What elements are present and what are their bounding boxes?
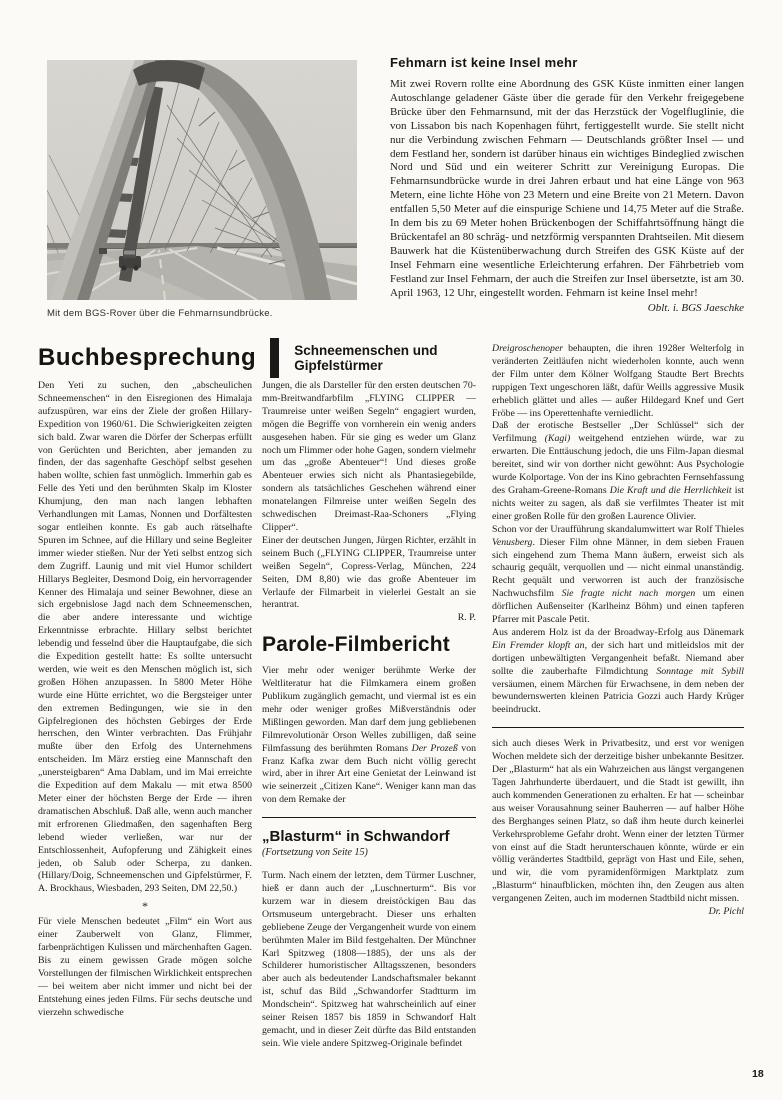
asterisk-separator: * — [142, 899, 148, 914]
book-review-paragraph: Den Yeti zu suchen, den „abscheulichen Schneemenschen“ in den Eisregionen des Himalaja aufzuspüren, war eins der Ziele der großen Hillary-Expedition von 1960/61. Die Schwierigkeiten zeigten sich bald. Zwar waren die Dörfer der Scherpas erfüllt von Gerüchten und Berichten, aber jemanden zu finden, der das sagenhafte Geschöpf selbst gesehen haben wollte, schien fast unmöglich. Immerhin gab es Felle des Yeti und den berühmten Skalp im Kloster Khumjung, den man nach langen lebhaften Verhandlungen mit Lamas, Nonnen und Dorfältesten sogar entleihen konnte. Es gab auch rätselhafte Spuren im Schnee, auf die Hillary und seine Begleiter immer wieder stießen. Nur der Yeti selbst entzog sich dem Zugriff. Launig und mit viel Humor schildert Hillarys Begleiter, Desmond Doig, ein hervorragender Kenner des Himalaja und seiner Bewohner, diese an sich ergebnislose Jagd nach dem Schneemenschen, die aber andere interessante und wichtige Erkenntnisse erbrachte. Hillary selbst berichtet lebendig und fesselnd über die Hauptaufgabe, die sich die Expedition gestellt hatte: Es sollte untersucht werden, wie weit es den Menschen möglich ist, sich großen Höhen anzupassen. In 5800 Meter Höhe wurde eine Hütte errichtet, wo die Bergsteiger unter den extremen Bedingungen, wie sie in den Gipfelregionen des höchsten Gebirges der Erde herrschen, den Winter verbrachten. Das Frühjahr mußte über den Erfolg des Unternehmens entscheiden. Im März erstieg eine Mannschaft den „unersteigbaren“ Ama Dablam, und im Mai erreichte die Expedition auf dem Makalu — mit etwa 8500 Meter einer der höchsten Berge der Erde — ihren dramatischen Abschluß. Daß alle, wenn auch mancher mit erfrorenen Gliedmaßen, den sagenhaften Berg lebend wieder verließen, war nur der Entschlossenheit, Aufopferung und Zähigkeit eines jeden, ob Salub oder Scherpa, zu danken. (Hillary/Doig, Schneemenschen und Gipfelstürmer, F. A. Brockhaus, Wiesbaden, 293 Seiten, DM 22,50.) — [38, 380, 252, 895]
distant-vehicle — [99, 248, 107, 254]
film-intro-paragraph: Für viele Menschen bedeutet „Film“ ein Wort aus einer Zauberwelt von Glanz, Flimmer, farbenprächtigen Kulissen und märchenhaften Gagen. Bis zu einem gewissen Grade mögen solche Vorstellungen der filmischen Wirklichkeit entsprechen — bei weitem aber nicht immer und nicht bei der Entstehung eines jeden Films. Für sechs deutsche und vierzehn schwedische — [38, 916, 252, 1018]
blasturm-paragraph: Turm. Nach einem der letzten, dem Türmer Luschner, hieß er dann auch der „Luschnerturm“. Bis vor kurzem war in diesem dreistöckigen Bau das Ortsmuseum untergebracht. Dieser uns erhalten gebliebene Zeuge der Vergangenheit wurde von einem berühmten Maler im Bild festgehalten. Der Münchner Karl Spitzweg (1808—1885), der uns als der Schilderer humoristischer Alltagsszenen, besonders aber auch als bedeutender Landschaftsmaler bekannt ist, schuf das Bild „Schwandorfer Stadtturm im Mondschein“. Spitzweg hat wahrscheinlich auf einer seiner Reisen 1857 bis 1859 in Schwandorf Halt gemacht, und in dieser Zeit dürfte das Bild entstanden sein. Wie viele andere Spitzweg-Originale befindet — [262, 870, 476, 1049]
column2-section-rule — [262, 817, 476, 818]
flying-clipper-book-paragraph: Einer der deutschen Jungen, Jürgen Richter, erzählt in seinem Buch („FLYING CLIPPER, Traumreise unter weißen Segeln“, Copress-Verlag, München, 224 Seiten, DM 8,80) wie das große Abenteuer im Verlaufe der Filmarbeit in vielerlei Gestalt an sie herantrat. — [262, 534, 476, 611]
bridge-photo-image — [47, 60, 357, 300]
bridge-photo — [47, 60, 357, 319]
blasturm-title: „Blasturm“ in Schwandorf — [262, 828, 450, 846]
blasturm-signature: Dr. Pichl — [708, 906, 744, 918]
parole-continuation-3: Schon vor der Uraufführung skandalumwittert war Rolf Thieles Venusberg. Dieser Film ohne Männer, in dem sieben Frauen sich eingehend zum Thema Mann äußern, erweist sich als schaurig gequält, verquollen und — nicht einmal unanständig. Recht gequält und verworren ist auch der französische Nachwuchsfilm Sie fragte nicht nach morgen um einen dörflichen Außenseiter (Karlheinz Böhm) und einen tapferen Pfarrer mit Pascale Petit. — [492, 523, 744, 626]
parole-continuation-1: Dreigroschenoper behaupten, die ihren 1928er Welterfolg in veränderten Zeitläufen nicht wiederholen konnte, auch wenn der Film unter dem Kölner Wolfgang Staudte Bert Brechts ruppigen Text ungeschoren läßt, dafür Weills aggressive Musik erheblich glättet und alles — außer Hildegard Knef und Gert Fröbe — ins Operettenhafte verniedlicht. — [492, 343, 744, 419]
book-review-signature: R. P. — [457, 612, 476, 624]
parole-filmbericht-title: Parole-Filmbericht — [262, 633, 450, 657]
parole-paragraph: Vier mehr oder weniger berühmte Werke der Weltliteratur hat die Filmkamera einem großen Publikum zugänglich gemacht, und viermal ist es ein mehr oder weniger großes Mißverständnis oder Mißlingen geworden. Man darf dem jung gebliebenen Filmrevolutionär Orson Welles zubilligen, daß seine Filmfassung des berühmten Romans Der Prozeß von Franz Kafka zwar dem Buch nicht völlig gerecht wird, aber in ihrer Art eine Genietat der Leinwand ist wie seinerzeit „Citizen Kane“. Weniger kann man das von dem Remake der — [262, 665, 477, 806]
text-column-3 — [492, 343, 744, 919]
article-fehmarn — [390, 55, 744, 314]
article-fehmarn-body: Mit zwei Rovern rollte eine Abordnung des GSK Küste inmitten einer langen Autoschlange geladener Gäste über die gerade für den Verkehr freigegebene Brücke über den Fehmarnsund, mit der das Herzstück der Vogelfluglinie, die von Lissabon bis nach Kopenhagen führt, fertiggestellt wurde. Sie stellt nicht nur die Verbindung zwischen Fehmarn — Deutschlands größter Insel — und dem Festland her, sondern ist darüber hinaus ein wichtiges Bindeglied zwischen Nord und Süd und ein weiterer Schritt zur Vereinigung Europas. Die Fehmarnsundbrücke wurde in drei Jahren erbaut und hat eine Länge von 963 Metern, eine lichte Höhe von 23 Metern und eine Breite von 21 Metern. Davon entfallen 5,50 Meter auf die einspurige Schiene und 14,75 Meter auf die Straße. In dem bis zu 69 Meter hohen Brückenbogen der Schiffahrtsöffnung hängt die Brückentafel an 80 schräg- und netzförmig verspannten Drahtseilen. Mit diesem Bauwerk hat die Küstenüberwachung durch Streifen des GSK Küste auf der Insel Fehmarn eine wesentliche Erleichterung erfahren. Der Fährbetrieb vom Festland zur Insel Fehmarn, der auch die Streifen zur Insel übersetzte, ist am 30. April 1963, 12 Uhr, eingestellt worden. Fehmarn ist keine Insel mehr! — [390, 78, 744, 299]
section-divider-bar — [270, 338, 279, 378]
photo-caption: Mit dem BGS-Rover über die Fehmarnsundbrücke. — [47, 308, 273, 319]
parole-continuation-4: Aus anderem Holz ist da der Broadway-Erfolg aus Dänemark Ein Fremder klopft an, der sich hart und mitleidslos mit der dortigen unbewältigten Vergangenheit befaßt. Niemand aber sollte die zauberhafte Filmdichtung Sonntage mit Sybill versäumen, einem Märchen für Erwachsene, in dem neben der bewundernswerten kleinen Patricia Gozzi auch Hardy Krüger beeindruckt. — [492, 626, 744, 716]
section-heading-band — [38, 338, 476, 378]
blasturm-continuation-note: (Fortsetzung von Seite 15) — [262, 847, 368, 859]
flying-clipper-paragraph: Jungen, die als Darsteller für den ersten deutschen 70-mm-Breitwandfarbfilm „FLYING CLIPPER — Traumreise unter weißen Segeln“ engagiert wurden, mögen die Begriffe von vornherein ein wenig anders ausgesehen haben. Für sie ging es weder um Glanz noch um Flimmer oder hohe Gagen, sondern vielmehr um das „große Abenteuer“! Und dieses große Abenteuer erwies sich nicht als Phantasiegebilde, sondern als tatsächliches Geschehen während einer monatelangen Filmreise unter weißen Segeln des schwedischen Dreimast-Raa-Schoners „Flying Clipper“. — [262, 380, 476, 533]
article-fehmarn-title: Fehmarn ist keine Insel mehr — [390, 55, 578, 70]
section-subtitle: Schneemenschen und Gipfelstürmer — [294, 343, 438, 373]
parole-continuation-2: Daß der erotische Bestseller „Der Schlüssel“ sich der Verfilmung (Kagi) weitgehend entziehen würde, war zu erwarten. Die Enttäuschung jedoch, die uns Film-Japan diesmal bereitet, sind wir von dorther nicht gewöhnt: Aus Psychologie wurde Kolportage. Von der ins Kino gebrachten Fernsehfassung des Graham-Greene-Romans Die Kraft und die Herrlichkeit ist nichts weiter zu sagen, als daß sie verfilmtes Theater ist mit einer großen Rolle für den großen Laurence Olivier. — [492, 420, 744, 522]
article-fehmarn-signature: Oblt. i. BGS Jaeschke — [647, 301, 744, 314]
blasturm-continuation-paragraph: sich auch dieses Werk in Privatbesitz, und erst vor wenigen Wochen meldete sich der derzeitige bisher unbekannte Besitzer. Der „Blasturm“ hat als ein Wahrzeichen aus längst vergangenen Tagen Jahrhunderte überdauert, und die Stadt ist gewillt, ihn auch kommenden Generationen zu erhalten. Er hat — scheinbar aus weiser Vorausahnung seiner Bauherren — auf halber Höhe des Berghanges seinen Platz, so daß ihm heute durch keinerlei Verkehrsprobleme Gefahr droht. Wenn einer der letzten Türmer von einst auf die Stadt herunterschauen könnte, würde er ein völlig verändertes Stadtbild, geprägt von Hast und Eile, sehen, und wir, die vom pyramidenförmigen Marktplatz zum „Blasturm“ hinaufblicken, möchten ihn, den Zeugen aus alten vergangenen Zeiten, auch im modernen Stadtbild nicht missen. — [492, 738, 744, 905]
text-column-1 — [38, 380, 252, 1020]
column3-section-rule — [492, 727, 744, 728]
page-number: 18 — [752, 1068, 764, 1080]
section-title: Buchbesprechung — [38, 344, 257, 371]
text-column-2 — [262, 380, 476, 1051]
